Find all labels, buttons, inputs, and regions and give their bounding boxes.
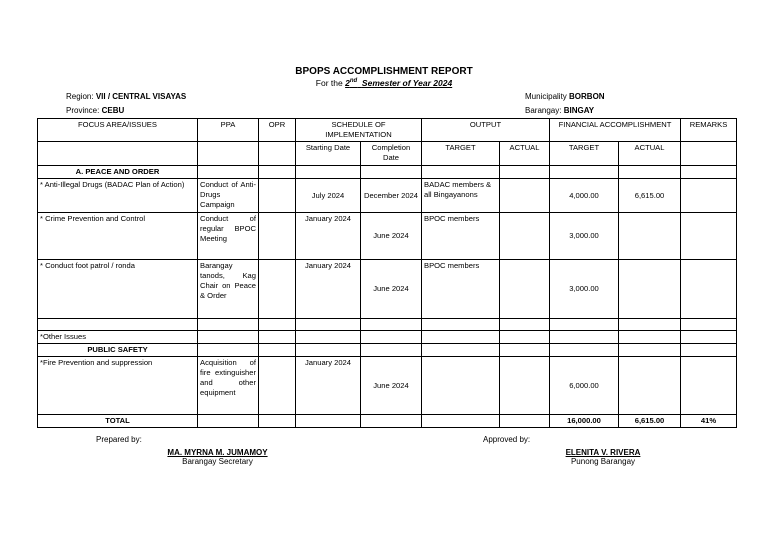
col-focus: FOCUS AREA/ISSUES bbox=[38, 119, 198, 142]
row-ppa: Acquisition of fire extinguisher and other equipment bbox=[198, 357, 259, 415]
subtitle-rest: Semester of Year 2024 bbox=[361, 78, 453, 88]
row-fin-target: 3,000.00 bbox=[550, 260, 619, 319]
region-line bbox=[66, 92, 186, 101]
empty-cell bbox=[38, 142, 198, 166]
row-start: January 2024 bbox=[296, 213, 361, 260]
row-ppa: Conduct of regular BPOC Meeting bbox=[198, 213, 259, 260]
subtitle-ordinal: 2 bbox=[345, 78, 350, 88]
col-fin-target: TARGET bbox=[550, 142, 619, 166]
table-row bbox=[38, 213, 737, 260]
approved-block bbox=[548, 448, 658, 466]
province-line bbox=[66, 106, 124, 115]
row-fin-target: 3,000.00 bbox=[550, 213, 619, 260]
row-ppa: Conduct of Anti-Drugs Campaign bbox=[198, 179, 259, 213]
subtitle-period bbox=[345, 78, 452, 88]
empty-cell bbox=[259, 142, 296, 166]
subtitle-prefix: For the bbox=[315, 78, 343, 88]
row-fin-actual bbox=[619, 213, 681, 260]
approved-position: Punong Barangay bbox=[570, 457, 636, 466]
col-completion: Completion Date bbox=[361, 142, 422, 166]
prepared-name: MA. MYRNA M. JUMAMOY bbox=[167, 448, 268, 457]
approved-label: Approved by: bbox=[483, 435, 531, 444]
section-other: *Other Issues bbox=[38, 331, 198, 344]
row-output-target: BPOC members bbox=[422, 213, 500, 260]
col-fin-actual: ACTUAL bbox=[619, 142, 681, 166]
row-fin-actual bbox=[619, 260, 681, 319]
total-remarks: 41% bbox=[681, 415, 737, 428]
section-row bbox=[38, 344, 737, 357]
municipality-label: Municipality bbox=[525, 92, 567, 101]
barangay-value: BINGAY bbox=[563, 106, 595, 115]
report-subtitle bbox=[0, 78, 768, 88]
header-row-2 bbox=[38, 142, 737, 166]
province-label: Province: bbox=[66, 106, 100, 115]
section-row bbox=[38, 166, 737, 179]
row-ppa: Barangay tanods, Kag Chair on Peace & Order bbox=[198, 260, 259, 319]
blank-row bbox=[38, 319, 737, 331]
row-output-target bbox=[422, 357, 500, 415]
col-output-target: TARGET bbox=[422, 142, 500, 166]
total-label: TOTAL bbox=[38, 415, 198, 428]
prepared-block bbox=[160, 448, 275, 466]
col-financial: FINANCIAL ACCOMPLISHMENT bbox=[550, 119, 681, 142]
row-fin-actual bbox=[619, 357, 681, 415]
total-fin-target: 16,000.00 bbox=[550, 415, 619, 428]
row-focus: *Fire Prevention and suppression bbox=[38, 357, 198, 415]
other-issues-row bbox=[38, 331, 737, 344]
col-output: OUTPUT bbox=[422, 119, 550, 142]
table-row bbox=[38, 179, 737, 213]
row-output-target: BADAC members & all Bingayanons bbox=[422, 179, 500, 213]
empty-cell bbox=[198, 142, 259, 166]
row-start: July 2024 bbox=[296, 179, 361, 213]
total-row bbox=[38, 415, 737, 428]
accomplishment-table bbox=[37, 118, 737, 428]
row-focus: * Crime Prevention and Control bbox=[38, 213, 198, 260]
row-end: June 2024 bbox=[361, 260, 422, 319]
table-row bbox=[38, 260, 737, 319]
row-output-target: BPOC members bbox=[422, 260, 500, 319]
row-end: June 2024 bbox=[361, 357, 422, 415]
row-start: January 2024 bbox=[296, 260, 361, 319]
region-label: Region: bbox=[66, 92, 94, 101]
region-value: VII / CENTRAL VISAYAS bbox=[95, 92, 187, 101]
row-focus: * Conduct foot patrol / ronda bbox=[38, 260, 198, 319]
approved-name: ELENITA V. RIVERA bbox=[565, 448, 641, 457]
report-title: BPOPS ACCOMPLISHMENT REPORT bbox=[295, 66, 473, 77]
total-fin-actual: 6,615.00 bbox=[619, 415, 681, 428]
col-starting: Starting Date bbox=[296, 142, 361, 166]
municipality-value: BORBON bbox=[569, 92, 605, 101]
row-end: June 2024 bbox=[361, 213, 422, 260]
prepared-label: Prepared by: bbox=[96, 435, 142, 444]
barangay-label: Barangay: bbox=[525, 106, 562, 115]
col-ppa: PPA bbox=[198, 119, 259, 142]
col-output-actual: ACTUAL bbox=[500, 142, 550, 166]
province-value: CEBU bbox=[101, 106, 125, 115]
col-schedule: SCHEDULE OF IMPLEMENTATION bbox=[296, 119, 422, 142]
row-fin-target: 4,000.00 bbox=[550, 179, 619, 213]
barangay-line bbox=[525, 106, 594, 115]
col-remarks: REMARKS bbox=[681, 119, 737, 142]
row-fin-target: 6,000.00 bbox=[550, 357, 619, 415]
section-peace: A. PEACE AND ORDER bbox=[38, 166, 198, 179]
table-row bbox=[38, 357, 737, 415]
row-end: December 2024 bbox=[361, 179, 422, 213]
col-opr: OPR bbox=[259, 119, 296, 142]
row-focus: * Anti-Illegal Drugs (BADAC Plan of Action) bbox=[38, 179, 198, 213]
row-start: January 2024 bbox=[296, 357, 361, 415]
empty-cell bbox=[681, 142, 737, 166]
section-safety: PUBLIC SAFETY bbox=[38, 344, 198, 357]
subtitle-sup: nd bbox=[349, 78, 358, 85]
row-fin-actual: 6,615.00 bbox=[619, 179, 681, 213]
prepared-position: Barangay Secretary bbox=[182, 457, 253, 466]
municipality-line bbox=[525, 92, 605, 101]
header-row-1 bbox=[38, 119, 737, 142]
